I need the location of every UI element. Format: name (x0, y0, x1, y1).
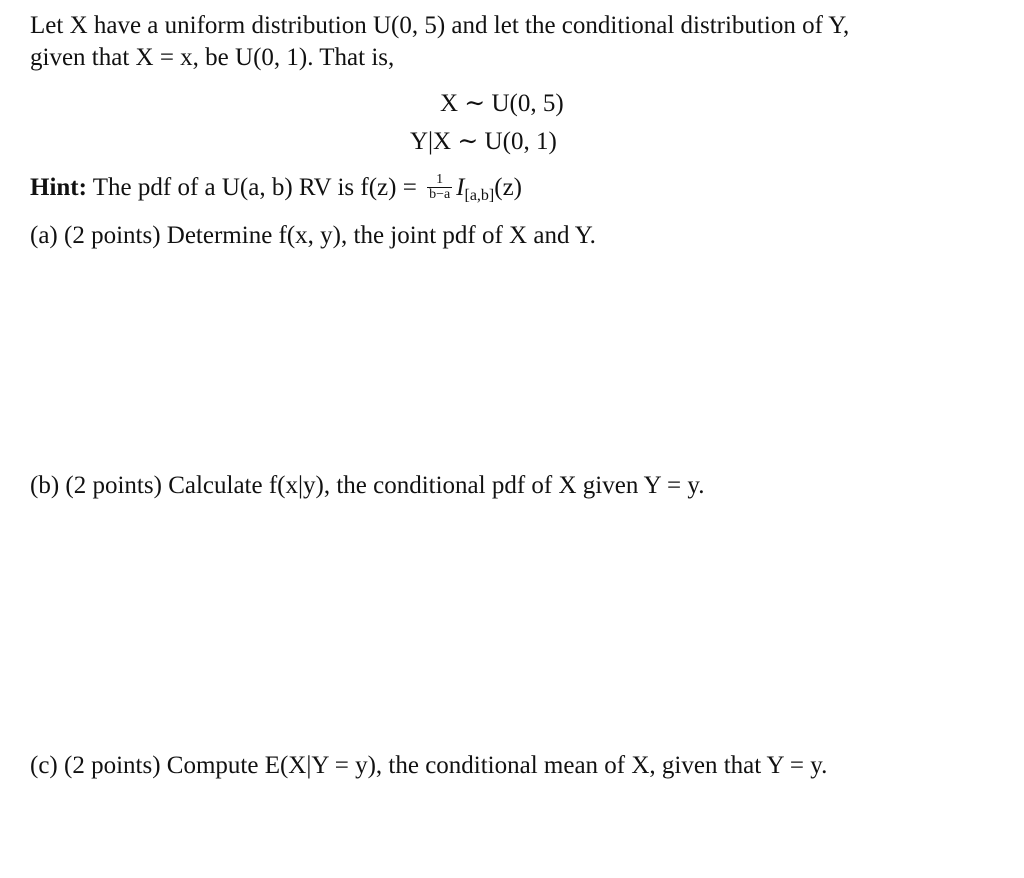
question-a (30, 220, 596, 252)
hint-line (30, 172, 522, 212)
question-id: (b) (30, 472, 60, 499)
question-text: Compute E(X|Y = y), the conditional mean of X, given that Y = y. (166, 752, 828, 779)
hint-fraction (427, 173, 452, 202)
hint-fraction-denominator: b−a (429, 186, 451, 202)
question-id: (c) (30, 752, 58, 779)
intro-line-1: Let X have a uniform distribution U(0, 5) and let the conditional distribution of Y, (30, 12, 850, 39)
hint-fraction-numerator: 1 (427, 173, 452, 188)
question-id: (a) (30, 222, 58, 249)
question-points: (2 points) (65, 472, 162, 499)
question-text: Calculate f(x|y), the conditional pdf of X given Y = y. (168, 472, 705, 499)
question-b (30, 470, 705, 502)
equation-x-distribution: X ∼ U(0, 5) (440, 90, 564, 117)
hint-indicator-subscript: [a,b] (464, 187, 495, 204)
question-text: Determine f(x, y), the joint pdf of X and Y. (166, 222, 596, 249)
hint-indicator-argument: (z) (494, 174, 523, 201)
question-c (30, 750, 827, 782)
question-points: (2 points) (64, 752, 161, 779)
question-points: (2 points) (64, 222, 161, 249)
intro-line-2: given that X = x, be U(0, 1). That is, (30, 44, 395, 71)
equation-y-given-x-distribution: Y|X ∼ U(0, 1) (410, 128, 557, 155)
hint-indicator: I (456, 174, 465, 201)
hint-label: Hint: (30, 174, 87, 201)
hint-text: The pdf of a U(a, b) RV is f(z) = (92, 174, 417, 201)
